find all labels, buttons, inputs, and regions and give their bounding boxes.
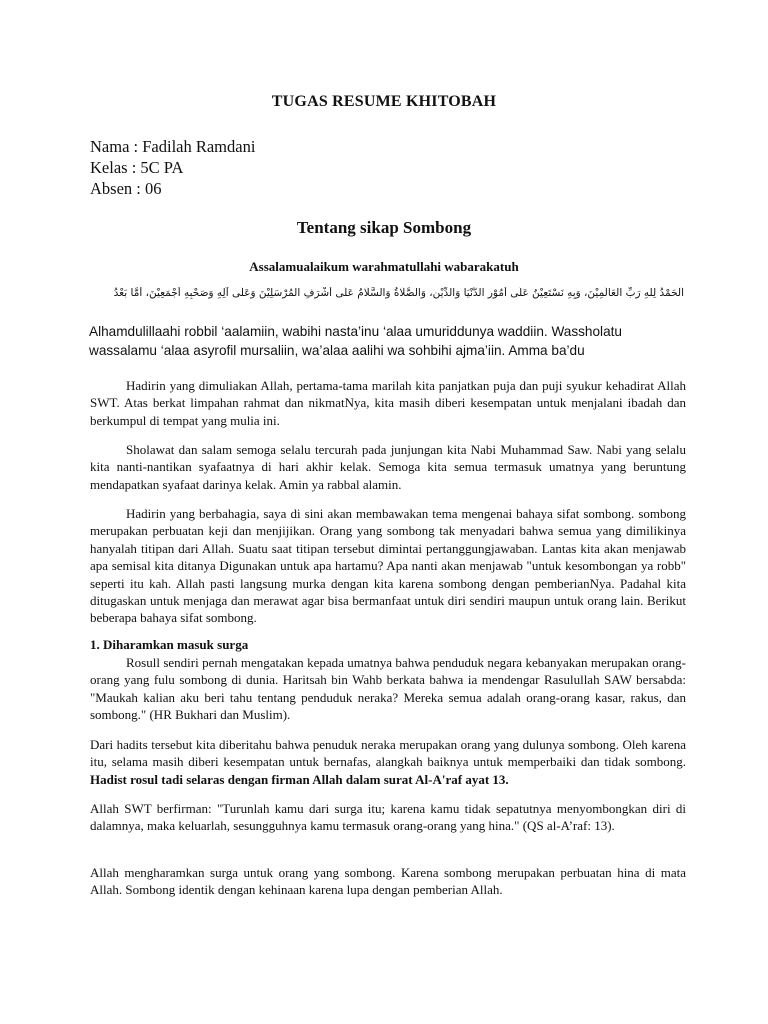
- paragraph-text: Dari hadits tersebut kita diberitahu bahwa penuduk neraka merupakan orang yang dulunya sombong. Oleh karena itu, selama masih diberi kesempatan untuk bernafas, alangkah baiknya untuk memperbaiki dan tidak sombong.: [90, 737, 686, 770]
- paragraph-text: Allah SWT berfirman: "Turunlah kamu dari surga itu; karena kamu tidak sepatutnya menyombongkan diri di dalamnya, maka keluarlah, sesungguhnya kamu termasuk orang-orang yang hina." (QS al-A’raf: 13).: [90, 801, 686, 834]
- paragraph-text: Allah mengharamkan surga untuk orang yang sombong. Karena sombong merupakan perbuatan hina di mata Allah. Sombong identik dengan kehinaan karena lupa dengan pemberian Allah.: [90, 865, 686, 898]
- paragraph-hadith-explanation: [90, 736, 686, 788]
- paragraph-quran-verse: [90, 800, 686, 835]
- salam-greeting: Assalamualaikum warahmatullahi wabarakatuh: [249, 259, 519, 274]
- section-heading-1: 1. Diharamkan masuk surga: [90, 637, 249, 652]
- paragraph-conclusion: [90, 864, 686, 899]
- student-name: Nama : Fadilah Ramdani: [90, 137, 256, 156]
- paragraph-sholawat: [90, 441, 686, 493]
- student-class: Kelas : 5C PA: [90, 158, 184, 177]
- khutbah-topic: Tentang sikap Sombong: [296, 218, 472, 237]
- student-number: Absen : 06: [90, 179, 162, 198]
- paragraph-opening-greeting: [90, 377, 686, 429]
- paragraph-text: Rosull sendiri pernah mengatakan kepada umatnya bahwa penduduk negara kebanyakan merupakan orang-orang yang fulu sombong di dunia. Haritsah bin Wahb berkata bahwa ia mendengar Rasulullah SAW bersabda: "Maukah kalian aku beri tahu tentang penduduk neraka? Mereka semua adalah orang-orang kasar, rakus, dan sombong." (HR Bukhari dan Muslim).: [90, 655, 686, 723]
- arabic-opening: اَلْحَمْدُ لِلّٰهِ رَبِّ الْعَالَمِيْنَ، وَبِهِ نَسْتَعِيْنُ عَلَى أُمُوْرِ الدُّنْيَا وَالدِّيْنِ، وَالصَّلَاةُ وَالسَّلَامُ عَلَى أَشْرَفِ الْمُرْسَلِيْنَ وَعَلَى آلِهِ وَصَحْبِهِ أَجْمَعِيْنَ، أَمَّا بَعْدُ: [113, 287, 684, 299]
- paragraph-hadith: [90, 654, 686, 724]
- paragraph-theme-intro: [90, 505, 686, 627]
- paragraph-text: Hadirin yang dimuliakan Allah, pertama-tama marilah kita panjatkan puja dan puji syukur kehadirat Allah SWT. Atas berkat limpahan rahmat dan nikmatNya, kita masih diberi kesempatan untuk menjalani ibadah dan berkumpul di tempat yang mulia ini.: [90, 378, 686, 428]
- document-title: TUGAS RESUME KHITOBAH: [271, 93, 497, 110]
- transliteration-paragraph: Alhamdulillaahi robbil ‘aalamiin, wabihi nasta’inu ‘alaa umuriddunya waddiin. Wassholatu wassalamu ‘alaa asyrofil mursaliin, wa’alaa aalihi wa sohbihi ajma’iin. Amma ba’du: [89, 324, 622, 358]
- paragraph-text: Hadirin yang berbahagia, saya di sini akan membawakan tema mengenai bahaya sifat sombong. sombong merupakan perbuatan keji dan menjijikan. Orang yang sombong tak menyadari bahwa semua yang dimilikinya hanyalah titipan dari Allah. Suatu saat titipan tersebut dimintai pertanggungjawaban. Lantas kita akan menjawab apa semisal kita ditanya Digunakan untuk apa hartamu? Apa nanti akan menjawab "untuk kesombongan ya robb" seperti itu kah. Allah pasti langsung murka dengan kita karena sombong dengan pemberianNya. Padahal kita ditugaskan untuk menjaga dan merawat agar bisa bermanfaat untuk diri sendiri maupun untuk orang lain. Berikut beberapa bahaya sifat sombong.: [90, 506, 686, 626]
- paragraph-text: Sholawat dan salam semoga selalu tercurah pada junjungan kita Nabi Muhammad Saw. Nabi yang selalu kita nanti-nantikan syafaatnya di hari akhir kelak. Semoga kita semua termasuk umatnya yang beruntung mendapatkan syafaat darinya kelak. Amin ya rabbal alamin.: [90, 442, 686, 492]
- paragraph-bold-text: Hadist rosul tadi selaras dengan firman Allah dalam surat Al-A'raf ayat 13.: [90, 771, 509, 787]
